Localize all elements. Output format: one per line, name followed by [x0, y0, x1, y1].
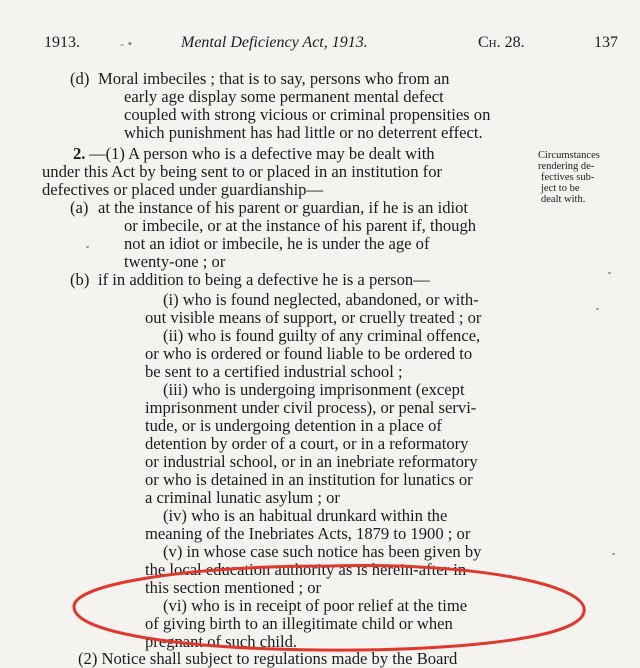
clause-d-line-2: early age display some permanent mental defect	[124, 87, 444, 106]
clause-a-line-1: at the instance of his parent or guardian, if he is an idiot	[98, 198, 469, 217]
scan-speck	[86, 246, 89, 248]
scan-speck	[612, 553, 615, 555]
sub-i-line-1: (i) who is found neglected, abandoned, or with-	[163, 290, 479, 309]
clause-d-line-4: which punishment has had little or no deterrent effect.	[124, 123, 483, 142]
header-title: Mental Deficiency Act, 1913.	[181, 34, 368, 51]
clause-d-line-1: Moral imbeciles ; that is to say, persons who from an	[98, 69, 450, 88]
section-2-line-2: under this Act by being sent to or placed in an institution for	[42, 162, 443, 181]
clause-b-label: (b)	[70, 270, 90, 289]
clause-a-line-2: or imbecile, or at the instance of his parent if, though	[124, 216, 477, 235]
scan-speck	[596, 308, 599, 310]
sub-iv-line-2: meaning of the Inebriates Acts, 1879 to 1900 ; or	[145, 524, 471, 543]
margin-note-line-1: Circumstances	[538, 150, 600, 161]
sub-iii-line-5: or industrial school, or in an inebriate reformatory	[145, 452, 478, 471]
margin-note-line-2: rendering de-	[538, 161, 595, 172]
sub-v-line-3: this section mentioned ; or	[145, 578, 322, 597]
sub-iii-line-6: or who is detained in an institution for lunatics or	[145, 470, 473, 489]
sub-iii-line-2: imprisonment under civil process), or penal servi-	[145, 398, 477, 417]
sub-iii-line-7: a criminal lunatic asylum ; or	[145, 488, 340, 507]
clause-d-label: (d)	[70, 69, 90, 88]
clause-a-line-4: twenty-one ; or	[124, 252, 226, 271]
margin-note-line-5: dealt with.	[541, 194, 586, 205]
scan-speck	[608, 272, 611, 274]
margin-note-line-3: fectives sub-	[541, 172, 595, 183]
sub-ii-line-3: be sent to a certified industrial school ;	[145, 362, 403, 381]
sub-iii-line-4: detention by order of a court, or in a reformatory	[145, 434, 469, 453]
clause-d-line-3: coupled with strong vicious or criminal propensities on	[124, 105, 491, 124]
sub-vi-line-1: (vi) who is in receipt of poor relief at the time	[163, 596, 468, 615]
sub-vi-line-3: pregnant of such child.	[145, 632, 298, 651]
sub-iv-line-1: (iv) who is an habitual drunkard within the	[163, 506, 448, 525]
sub-iii-line-1: (iii) who is undergoing imprisonment (except	[163, 380, 465, 399]
header-ornament: - •	[120, 36, 133, 51]
header-year: 1913.	[44, 34, 80, 51]
sub-iii-line-3: tude, or is undergoing detention in a place of	[145, 416, 442, 435]
section-2-line-1: —(1) A person who is a defective may be dealt with	[89, 144, 435, 163]
sub-ii-line-2: or who is ordered or found liable to be ordered to	[145, 344, 473, 363]
sub-v-line-1: (v) in whose case such notice has been given by	[163, 542, 482, 561]
sub-vi-line-2: of giving birth to an illegitimate child or when	[145, 614, 453, 633]
clause-b-line: if in addition to being a defective he is a person—	[98, 270, 430, 289]
sub-ii-line-1: (ii) who is found guilty of any criminal offence,	[163, 326, 481, 345]
sub-i-line-2: out visible means of support, or cruelly treated ; or	[145, 308, 482, 327]
header-chapter: Ch. 28.	[478, 34, 525, 51]
section-2-line-3: defectives or placed under guardianship—	[42, 180, 324, 199]
clause-a-line-3: not an idiot or imbecile, he is under the age of	[124, 234, 430, 253]
section-2-number: 2.	[73, 144, 86, 163]
sub-v-line-2: the local education authority as is herein-after in	[145, 560, 467, 579]
header-page-number: 137	[594, 34, 618, 51]
clause-a-label: (a)	[70, 198, 89, 217]
subsection-2-line: (2) Notice shall subject to regulations made by the Board	[78, 649, 458, 668]
margin-note-line-4: ject to be	[541, 183, 580, 194]
